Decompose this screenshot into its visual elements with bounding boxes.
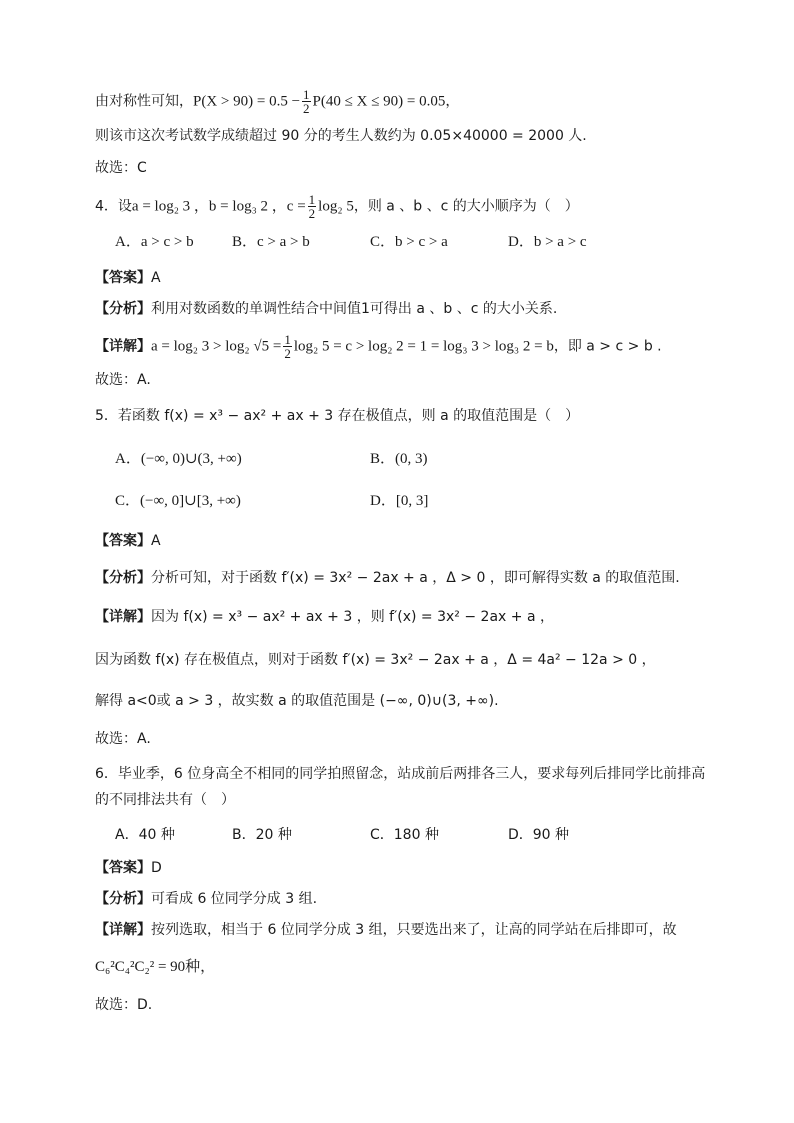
q6-answer bbox=[95, 858, 162, 878]
q3-math-a: P(X > 90) = 0.5 − bbox=[193, 93, 301, 110]
q4-analysis-text: 利用对数函数的单调性结合中间值1可得出 a 、b 、c 的大小关系. bbox=[151, 301, 558, 317]
q4-answer-value: A bbox=[151, 270, 161, 286]
q3-end: ， bbox=[445, 93, 460, 110]
q5-detail bbox=[95, 607, 554, 627]
q3-frac-num: 1 bbox=[303, 87, 310, 102]
q6-answer-value: D bbox=[151, 860, 162, 876]
q5-choice: 故选：A. bbox=[95, 731, 151, 747]
q3-choice: 故选：C bbox=[95, 160, 147, 176]
q6-option-c: C．180 种 bbox=[370, 827, 439, 843]
q4-analysis-label: 【分析】 bbox=[95, 301, 151, 317]
q5-option-d: D．[0, 3] bbox=[370, 493, 429, 509]
q4-detail-frac-num: 1 bbox=[284, 332, 291, 347]
q4-option-d: D．b > a > c bbox=[508, 234, 587, 250]
q5-option-b: B．(0, 3) bbox=[370, 451, 428, 467]
q4-stem-math-b: log₂ 5 bbox=[318, 198, 354, 215]
q4-stem-prefix: 4．设 bbox=[95, 198, 132, 215]
q4-option-c: C．b > c > a bbox=[370, 234, 448, 250]
q5-analysis-label: 【分析】 bbox=[95, 570, 151, 586]
q4-detail-label: 【详解】 bbox=[95, 338, 151, 355]
q5-analysis bbox=[95, 568, 680, 588]
q4-detail-math-b: log₂ 5 = c > log₂ 2 = 1 = log₃ 3 > log₃ 2 = b bbox=[293, 338, 554, 355]
q4-option-b: B．c > a > b bbox=[232, 234, 310, 250]
q5-detail-text: 因为 f(x) = x³ − ax² + ax + 3 ，则 f′(x) = 3x² − 2ax + a ， bbox=[151, 609, 554, 625]
q3-frac-den: 2 bbox=[303, 101, 310, 116]
q4-stem bbox=[95, 193, 579, 220]
q6-detail bbox=[95, 920, 677, 940]
q4-detail-frac-den: 2 bbox=[284, 346, 291, 361]
q4-choice: 故选：A. bbox=[95, 372, 151, 388]
q6-analysis bbox=[95, 889, 317, 909]
q6-answer-label: 【答案】 bbox=[95, 860, 151, 876]
q5-stem: 5．若函数 f(x) = x³ − ax² + ax + 3 存在极值点，则 a 的取值范围是（ ） bbox=[95, 408, 580, 424]
q5-option-c: C．(−∞, 0]∪[3, +∞) bbox=[115, 493, 241, 509]
q3-symmetry-line bbox=[95, 88, 459, 115]
q6-option-b: B．20 种 bbox=[232, 827, 292, 843]
q5-detail-line3: 解得 a<0或 a > 3 ，故实数 a 的取值范围是 (−∞, 0)∪(3, +∞). bbox=[95, 693, 499, 709]
q6-analysis-text: 可看成 6 位同学分成 3 组. bbox=[151, 891, 318, 907]
q6-detail-formula: C₆²C₄²C₂² = 90种， bbox=[95, 959, 216, 975]
q4-answer-label: 【答案】 bbox=[95, 270, 151, 286]
q3-text: 由对称性可知， bbox=[95, 93, 193, 110]
q3-fraction bbox=[302, 88, 311, 115]
q6-detail-label: 【详解】 bbox=[95, 922, 151, 938]
q4-detail-math-a: a = log₂ 3 > log₂ √5 = bbox=[151, 338, 282, 355]
q4-option-a: A．a > c > b bbox=[115, 234, 194, 250]
q6-choice: 故选：D. bbox=[95, 997, 153, 1013]
q4-stem-fraction bbox=[308, 193, 317, 220]
q6-stem-line2: 的不同排法共有（ ） bbox=[95, 792, 235, 808]
q5-answer-value: A bbox=[151, 533, 161, 549]
q6-analysis-label: 【分析】 bbox=[95, 891, 151, 907]
q4-frac-num: 1 bbox=[308, 192, 316, 207]
q4-detail-suffix: ，即 a > c > b . bbox=[553, 338, 662, 355]
q4-stem-math: a = log₂ 3 ，b = log₃ 2 ，c = bbox=[131, 198, 306, 215]
q6-option-d: D．90 种 bbox=[508, 827, 570, 843]
q5-detail-line2: 因为函数 f(x) 存在极值点，则对于函数 f′(x) = 3x² − 2ax + a ，Δ = 4a² − 12a > 0 ， bbox=[95, 652, 656, 668]
q6-option-a: A．40 种 bbox=[115, 827, 175, 843]
q5-answer bbox=[95, 531, 161, 551]
q4-analysis bbox=[95, 299, 557, 319]
q4-answer bbox=[95, 268, 161, 288]
q3-count-line: 则该市这次考试数学成绩超过 90 分的考生人数约为 0.05×40000 = 2000 人. bbox=[95, 128, 587, 144]
q5-analysis-text: 分析可知，对于函数 f′(x) = 3x² − 2ax + a ，Δ > 0 ，即可解得实数 a 的取值范围. bbox=[151, 570, 680, 586]
q6-stem-line1: 6．毕业季，6 位身高全不相同的同学拍照留念，站成前后两排各三人，要求每列后排同学比前排高 bbox=[95, 766, 706, 782]
q4-frac-den: 2 bbox=[308, 206, 316, 221]
q5-option-a: A．(−∞, 0)∪(3, +∞) bbox=[115, 451, 242, 467]
q4-stem-suffix: ，则 a 、b 、c 的大小顺序为（ ） bbox=[353, 198, 579, 215]
q4-detail-fraction bbox=[283, 333, 292, 360]
q4-detail bbox=[95, 333, 662, 360]
q6-detail-text: 按列选取，相当于 6 位同学分成 3 组，只要选出来了，让高的同学站在后排即可，故 bbox=[151, 922, 677, 938]
q5-answer-label: 【答案】 bbox=[95, 533, 151, 549]
q3-math-b: P(40 ≤ X ≤ 90) = 0.05 bbox=[312, 93, 446, 110]
q5-detail-label: 【详解】 bbox=[95, 609, 151, 625]
